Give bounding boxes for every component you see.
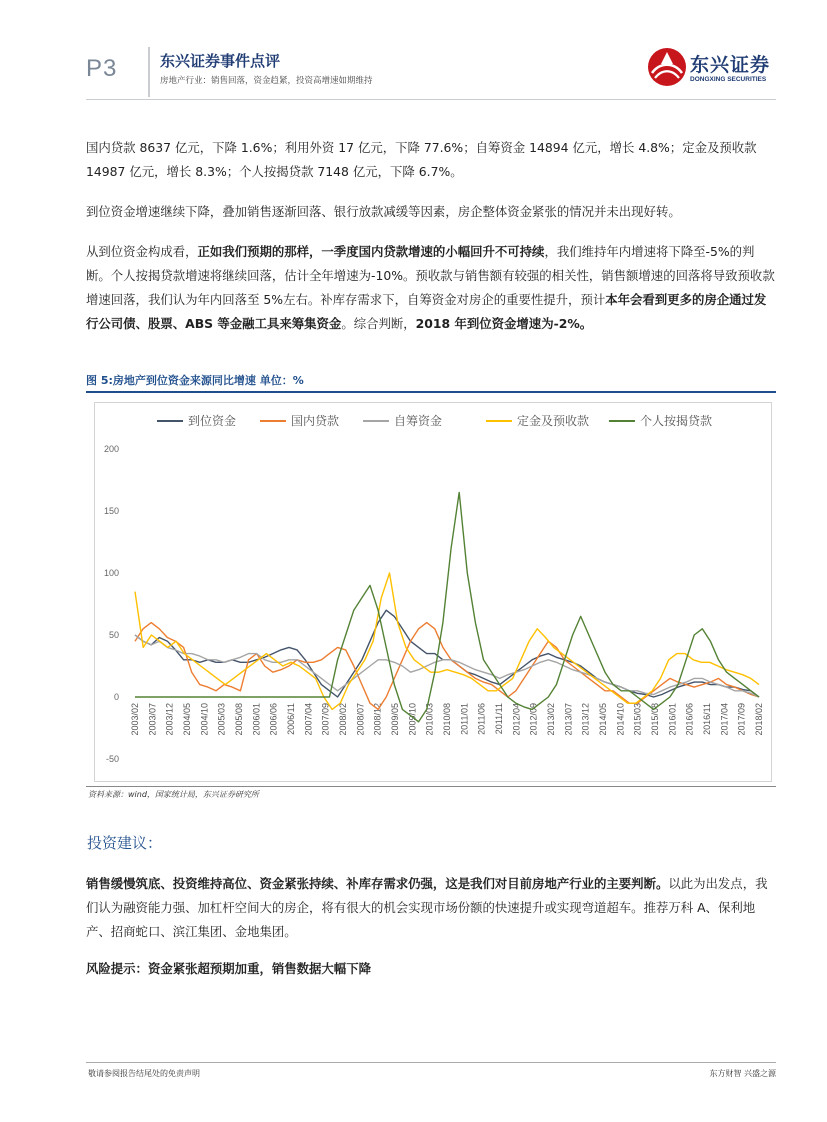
y-axis (104, 444, 119, 764)
p3-bold-d: 本年会看到更多的房企通过发行公司债、股票、ABS 等金融工具来筹集资金 (86, 292, 767, 331)
x-tick-label-23: 2012/04 (511, 703, 522, 736)
line-chart (95, 403, 771, 781)
source-rule (86, 786, 776, 787)
x-tick-label-33: 2016/06 (684, 703, 695, 736)
x-tick-label-2: 2003/07 (147, 703, 158, 736)
legend-label-2: 国内贷款 (291, 414, 340, 428)
page-header (0, 0, 827, 100)
x-tick-label-22: 2011/11 (494, 703, 504, 735)
advice-text: 以此为出发点，我们认为融资能力强、加杠杆空间大的房企，将有很大的机会实现市场份额的快速提升或实现弯道超车。推荐万科 A、保利地产、招商蛇口、滨江集团、金地集团。 (86, 876, 768, 939)
x-tick-label-15: 2008/12 (372, 703, 383, 736)
x-tick-label-24: 2012/09 (528, 703, 539, 736)
chart-frame (94, 402, 772, 782)
p3-bold-b: 正如我们预期的那样，一季度国内贷款增速的小幅回升不可持续 (197, 244, 545, 259)
x-tick-label-18: 2010/03 (424, 703, 435, 736)
plot-area (135, 492, 759, 721)
x-tick-label-35: 2017/04 (719, 703, 730, 736)
x-tick-label-16: 2009/05 (390, 703, 400, 736)
x-tick-label-7: 2005/08 (234, 703, 244, 736)
x-tick-label-27: 2013/12 (580, 703, 591, 736)
header-rule (86, 99, 776, 100)
paragraph-investment-advice (86, 872, 776, 944)
y-tick-label-4: 100 (103, 568, 119, 578)
x-tick-label-13: 2008/02 (338, 703, 348, 736)
x-tick-label-37: 2018/02 (754, 703, 764, 736)
figure-source: 资料来源：wind，国家统计局，东兴证券研究所 (88, 790, 259, 799)
footer-rule (86, 1062, 776, 1063)
p3-text-c: ，我们维持年内增速将下降至-5%的判断。个人按揭贷款增速将继续回落，估计全年增速为-10%。预收款与销售额有较强的相关性，销售额增速的回落将导致预收款增速回落，我们认为年内回落至 5%左右。补库存需求下，自筹资金对房企的重要性提升，预计 (86, 244, 775, 307)
figure-title-rule (86, 391, 776, 393)
y-tick-label-3: 50 (108, 630, 119, 640)
paragraph-funding-trend: 到位资金增速继续下降，叠加销售逐渐回落、银行放款减缓等因素，房企整体资金紧张的情况并未出现好转。 (86, 204, 681, 219)
paragraph-risk-warning (86, 957, 776, 981)
p3-text-e: 。综合判断， (341, 316, 416, 331)
p3-text-a: 从到位资金构成看， (86, 244, 198, 259)
legend-label-1: 到位资金 (188, 414, 237, 428)
company-logo (646, 46, 776, 90)
x-tick-label-34: 2016/11 (702, 703, 712, 735)
x-tick-label-5: 2004/10 (199, 703, 210, 736)
figure-title: 图 5:房地产到位资金来源同比增速 单位：% (86, 374, 304, 387)
y-tick-label-2: 0 (113, 692, 119, 702)
advice-bold: 销售缓慢筑底、投资维持高位、资金紧张持续、补库存需求仍强，这是我们对目前房地产行业的主要判断。 (86, 876, 669, 891)
chart-legend (157, 413, 712, 428)
report-type-title: 东兴证券事件点评 (160, 52, 281, 70)
x-tick-label-14: 2008/07 (355, 703, 366, 736)
logo-text-en: DONGXING SECURITIES (690, 76, 767, 83)
footer-disclaimer: 敬请参阅报告结尾处的免责声明 (88, 1069, 200, 1078)
y-tick-label-5: 150 (103, 506, 119, 516)
x-tick-label-20: 2011/01 (459, 703, 470, 735)
x-tick-label-36: 2017/09 (736, 703, 747, 736)
paragraph-funding-breakdown: 国内贷款 8637 亿元，下降 1.6%；利用外资 17 亿元，下降 77.6%；自筹资金 14894 亿元，增长 4.8%；定金及预收款 14987 亿元，增长 8.3%；个人按揭贷款 7148 亿元，下降 6.7%。 (86, 140, 757, 179)
x-tick-label-19: 2010/08 (442, 703, 452, 736)
x-tick-label-3: 2003/12 (164, 703, 175, 736)
x-tick-label-8: 2006/01 (251, 703, 262, 736)
section-heading: 投资建议： (87, 834, 163, 852)
x-tick-label-25: 2013/02 (546, 703, 556, 736)
x-tick-label-11: 2007/04 (303, 703, 314, 736)
x-tick-label-6: 2005/03 (216, 703, 227, 736)
x-tick-label-31: 2015/08 (650, 703, 660, 736)
legend-label-4: 定金及预收款 (517, 414, 590, 428)
y-tick-label-1: -50 (105, 754, 119, 764)
x-tick-label-21: 2011/06 (476, 703, 487, 735)
risk-text: 风险提示：资金紧张超预期加重，销售数据大幅下降 (86, 961, 371, 976)
page-number: P3 (86, 55, 118, 82)
paragraph-funding-outlook (86, 240, 776, 336)
series-line-5 (135, 492, 759, 721)
footer-slogan: 东方财智 兴盛之源 (709, 1069, 776, 1078)
p3-bold-f: 2018 年到位资金增速为-2%。 (415, 316, 593, 331)
x-tick-label-1: 2003/02 (130, 703, 140, 736)
x-tick-label-4: 2004/05 (182, 703, 192, 736)
x-tick-label-26: 2013/07 (563, 703, 574, 736)
x-axis (130, 703, 764, 736)
x-tick-label-28: 2014/05 (598, 703, 608, 736)
x-tick-label-17: 2009/10 (407, 703, 418, 736)
x-tick-label-29: 2014/10 (615, 703, 626, 736)
logo-mark-icon (646, 46, 688, 88)
report-subtitle: 房地产行业：销售回落，资金趋紧，投资高增速如期维持 (160, 76, 373, 86)
x-tick-label-32: 2016/01 (667, 703, 678, 736)
legend-label-3: 自筹资金 (394, 414, 443, 428)
y-tick-label-6: 200 (103, 444, 119, 454)
header-divider (148, 47, 150, 97)
x-tick-label-10: 2006/11 (286, 703, 296, 735)
x-tick-label-9: 2006/06 (268, 703, 279, 736)
logo-text-cn: 东兴证券 (690, 54, 771, 76)
x-tick-label-30: 2015/03 (632, 703, 643, 736)
legend-label-5: 个人按揭贷款 (640, 414, 713, 428)
x-tick-label-12: 2007/09 (320, 703, 331, 736)
